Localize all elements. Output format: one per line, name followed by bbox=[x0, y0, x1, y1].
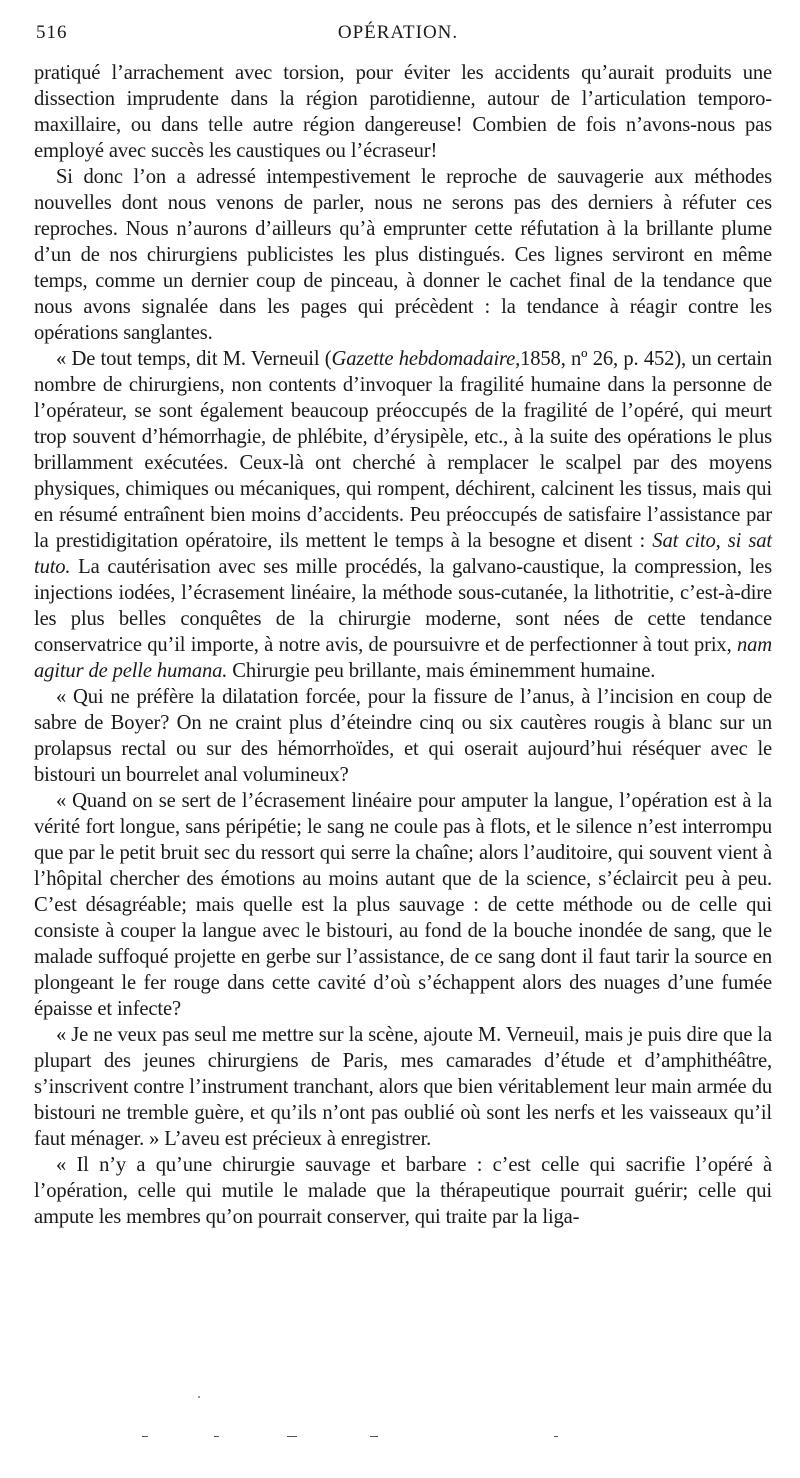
text-segment: Si donc l’on a adressé intempestivement le reproche de sauvagerie aux méthodes nouvelles dont nous venons de parler, nous ne serons pas des derniers à réfuter ces reproches. Nous n’aurons d’ailleurs qu’à emprunter cette réfutation à la brillante plume d’un de nos chirurgiens publicistes les plus distingués. Ces lignes serviront en même temps, comme un dernier coup de pinceau, à donner le cachet final de la tendance que nous avons signalée dans les pages qui précèdent : la tendance à réagir contre les opérations sanglantes. bbox=[34, 166, 772, 344]
book-page bbox=[24, 22, 772, 1230]
paragraph bbox=[34, 60, 772, 164]
text-segment: « Qui ne préfère la dilatation forcée, pour la fissure de l’anus, à l’incision en coup de sabre de Boyer? On ne craint plus d’éteindre cinq ou six cautères rougis à blanc sur un prolapsus rectal ou sur des hémorrhoïdes, et qui oserait aujourd’hui réséquer avec le bistouri un bourrelet anal volumineux? bbox=[34, 686, 772, 786]
text-segment: Chirurgie peu brillante, mais éminemment humaine. bbox=[227, 660, 656, 682]
text-segment: « De tout temps, dit M. Verneuil ( bbox=[56, 348, 332, 370]
italic-text: Gazette hebdomadaire, bbox=[331, 348, 521, 370]
running-title: OPÉRATION. bbox=[337, 22, 459, 43]
scan-mark bbox=[214, 1436, 219, 1437]
paragraph bbox=[34, 346, 772, 684]
paragraph bbox=[34, 1022, 772, 1152]
text-segment: « Quand on se sert de l’écrasement linéaire pour amputer la langue, l’opération est à la vérité fort longue, sans péripétie; le sang ne coule pas à flots, et le silence n’est interrompu que par le petit bruit sec du ressort qui serre la chaîne; alors l’auditoire, qui souvent vient à l’hôpital chercher des émotions au moins autant que de la science, s’éclaircit peu à peu. C’est désagréable; mais quelle est la plus sauvage : de cette méthode ou de celle qui consiste à couper la langue avec le bistouri, au fond de la bouche inondée de sang, que le malade suffoqué projette en gerbe sur l’assistance, de ce sang dont il faut tarir la source en plongeant le fer rouge dans cette cavité d’où s’échappent alors des nuages d’une fumée épaisse et infecte? bbox=[34, 790, 772, 1020]
paragraph bbox=[34, 684, 772, 788]
scan-mark bbox=[287, 1436, 297, 1437]
text-segment: pratiqué l’arrachement avec torsion, pour éviter les accidents qu’aurait produits une dissection imprudente dans la région parotidienne, autour de l’articulation temporo-maxillaire, ou dans telle autre région dangereuse! Combien de fois n’avons-nous pas employé avec succès les caustiques ou l’écraseur! bbox=[34, 62, 772, 162]
body-text bbox=[24, 60, 772, 1230]
scan-mark bbox=[370, 1436, 378, 1437]
italic-text: Sat cito, si sat tuto. bbox=[34, 530, 772, 578]
scan-mark bbox=[142, 1436, 148, 1437]
running-head bbox=[24, 22, 772, 52]
paragraph bbox=[34, 1152, 772, 1230]
page-number: 516 bbox=[36, 22, 68, 43]
paragraph bbox=[34, 788, 772, 1022]
text-segment: « Je ne veux pas seul me mettre sur la scène, ajoute M. Verneuil, mais je puis dire que la plupart des jeunes chirurgiens de Paris, mes camarades d’étude et d’amphithéâtre, s’inscrivent contre l’instrument tranchant, alors que bien véritablement leur main armée du bistouri ne tremble guère, et qu’ils n’ont pas oublié où sont les nerfs et les vaisseaux qu’il faut ménager. » L’aveu est précieux à enregistrer. bbox=[34, 1024, 772, 1150]
text-segment: 1858, nº 26, p. 452), un certain nombre de chirurgiens, non contents d’invoquer la fragilité humaine dans la personne de l’opérateur, se sont également beaucoup préoccupés de la fragilité de l’opéré, qui meurt trop souvent d’hémorrhagie, de phlébite, d’érysipèle, etc., à la suite des opérations le plus brillamment exécutées. Ceux-là ont cherché à remplacer le scalpel par des moyens physiques, chimiques ou mécaniques, qui rompent, déchirent, calcinent les tissus, mais qui en résumé entraînent bien moins d’accidents. Peu préoccupés de satisfaire l’assistance par la prestidigitation opératoire, ils mettent le temps à la besogne et disent : bbox=[34, 348, 772, 552]
text-segment: La cautérisation avec ses mille procédés, la galvano-caustique, la compression, les injections iodées, l’écrasement linéaire, la méthode sous-cutanée, la lithotritie, c’est-à-dire les plus belles conquêtes de la chirurgie moderne, sont nées de cette tendance conservatrice qu’il importe, à notre avis, de poursuivre et de perfectionner à tout prix, bbox=[34, 556, 772, 656]
scan-marks bbox=[0, 1436, 800, 1446]
scan-dot bbox=[198, 1396, 200, 1398]
italic-text: nam agitur de pelle humana. bbox=[34, 634, 772, 682]
text-segment: « Il n’y a qu’une chirurgie sauvage et barbare : c’est celle qui sacrifie l’opéré à l’opération, celle qui mutile le malade que la thérapeutique pourrait guérir; celle qui ampute les membres qu’on pourrait conserver, qui traite par la liga- bbox=[34, 1154, 772, 1228]
scan-mark bbox=[554, 1436, 558, 1437]
paragraph bbox=[34, 164, 772, 346]
